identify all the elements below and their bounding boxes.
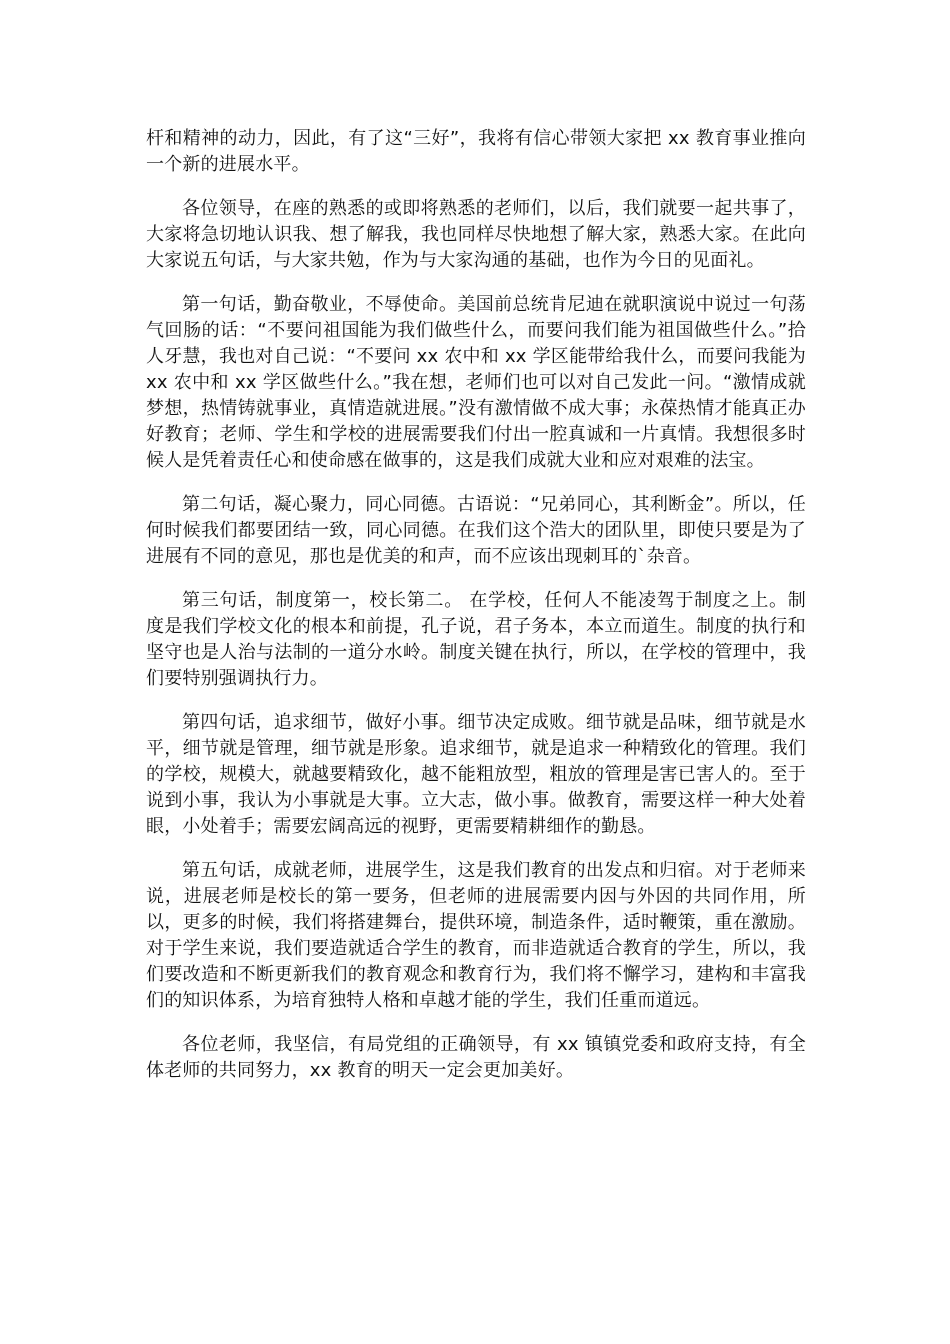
paragraph-fifth-point: 第五句话，成就老师，进展学生，这是我们教育的出发点和归宿。对于老师来说，进展老师是校长的第一要务，但老师的进展需要内因与外因的共同作用，所以，更多的时候，我们将搭建舞台，提供环境，制造条件，适时鞭策，重在激励。对于学生来说，我们要造就适合学生的教育，而非造就适合教育的学生，所以，我们要改造和不断更新我们的教育观念和教育行为，我们将不懈学习，建构和丰富我们的知识体系，为培育独特人格和卓越才能的学生，我们任重而道远。 bbox=[146, 860, 806, 1011]
paragraph-third-point: 第三句话，制度第一，校长第二。 在学校，任何人不能凌驾于制度之上。制度是我们学校文化的根本和前提，孔子说，君子务本，本立而道生。制度的执行和坚守也是人治与法制的一道分水岭。制度关键在执行，所以，在学校的管理中，我们要特别强调执行力。 bbox=[146, 590, 806, 689]
paragraph-continuation: 杆和精神的动力，因此，有了这“三好”，我将有信心带领大家把 xx 教育事业推向一个新的进展水平。 bbox=[146, 128, 806, 175]
paragraph-greeting: 各位领导，在座的熟悉的或即将熟悉的老师们，以后，我们就要一起共事了，大家将急切地认识我、想了解我，我也同样尽快地想了解大家，熟悉大家。在此向大家说五句话，与大家共勉，作为与大家沟通的基础，也作为今日的见面礼。 bbox=[146, 198, 806, 271]
paragraph-fourth-point: 第四句话，追求细节，做好小事。细节决定成败。细节就是品味，细节就是水平，细节就是管理，细节就是形象。追求细节，就是追求一种精致化的管理。我们的学校，规模大，就越要精致化，越不能粗放型，粗放的管理是害已害人的。至于说到小事，我认为小事就是大事。立大志，做小事。做教育，需要这样一种大处着眼，小处着手；需要宏阔高远的视野，更需要精耕细作的勤恳。 bbox=[146, 712, 806, 837]
paragraph-second-point: 第二句话，凝心聚力，同心同德。古语说：“兄弟同心，其利断金”。所以，任何时候我们都要团结一致，同心同德。在我们这个浩大的团队里，即使只要是为了进展有不同的意见，那也是优美的和声，而不应该出现刺耳的`杂音。 bbox=[146, 494, 806, 567]
paragraph-first-point: 第一句话，勤奋敬业，不辱使命。美国前总统肯尼迪在就职演说中说过一句荡气回肠的话：“不要问祖国能为我们做些什么，而要问我们能为祖国做些什么。”拾人牙慧，我也对自己说：“不要问 xx 农中和 xx 学区能带给我什么，而要问我能为 xx 农中和 xx 学区做些什么。”我在想，老师们也可以对自己发此一问。“激情成就梦想，热情铸就事业，真情造就进展。”没有激情做不成大事；永葆热情才能真正办好教育；老师、学生和学校的进展需要我们付出一腔真诚和一片真情。我想很多时候人是凭着责任心和使命感在做事的，这是我们成就大业和应对艰难的法宝。 bbox=[146, 294, 806, 471]
paragraph-closing: 各位老师，我坚信，有局党组的正确领导，有 xx 镇镇党委和政府支持，有全体老师的共同努力，xx 教育的明天一定会更加美好。 bbox=[146, 1034, 806, 1081]
document-body bbox=[146, 126, 806, 1102]
